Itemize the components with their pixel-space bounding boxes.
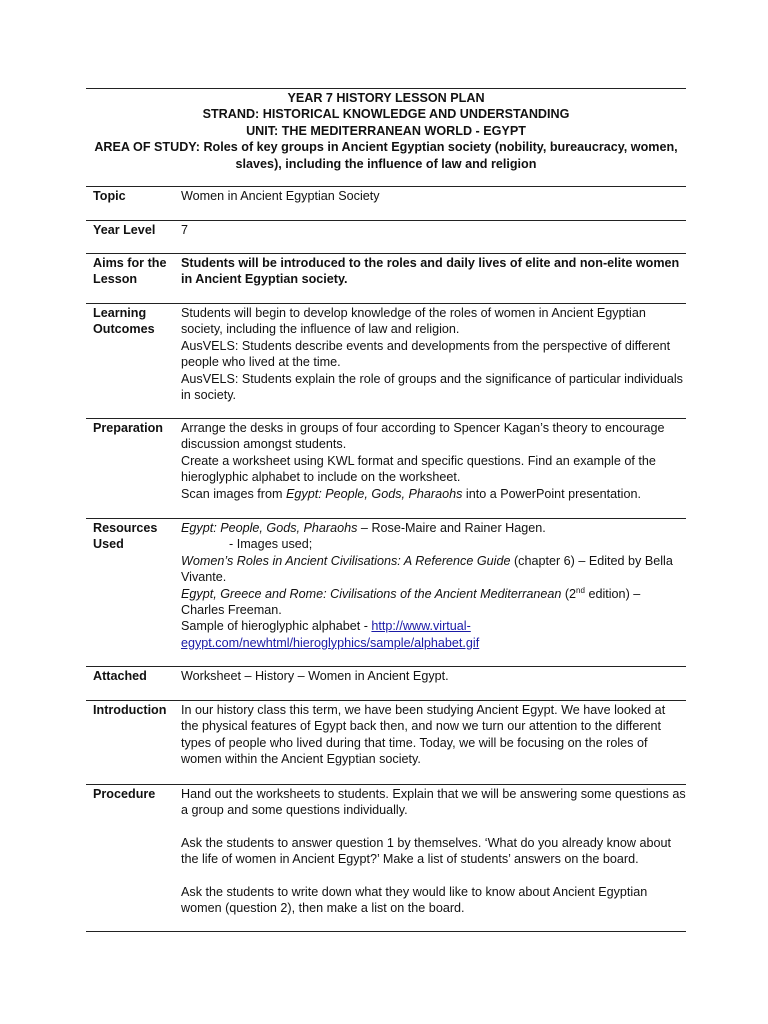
resource-item (181, 553, 686, 586)
row-label: Attached (93, 669, 147, 683)
row-label: Preparation (93, 421, 163, 435)
table-row-resources (86, 518, 686, 666)
row-label: Resources Used (93, 521, 158, 552)
table-row-year-level (86, 220, 686, 253)
procedure-paragraph: Hand out the worksheets to students. Explain that we will be answering some questions as a group and some questions individually. (181, 787, 686, 818)
book-title: Egypt: People, Gods, Pharaohs (181, 521, 358, 535)
aims-text: Students will be introduced to the roles and daily lives of elite and non-elite women in Ancient Egyptian society. (181, 256, 680, 287)
lesson-plan-header (86, 88, 686, 172)
row-label: Introduction (93, 703, 167, 717)
row-label: Year Level (93, 223, 156, 237)
hieroglyphic-alphabet-link[interactable]: http://www.virtual-egypt.com/newhtml/hieroglyphics/sample/alphabet.gif (181, 619, 480, 650)
row-content (174, 304, 686, 418)
book-title: Egypt, Greece and Rome: Civilisations of the Ancient Mediterranean (181, 586, 562, 601)
table-row-aims (86, 253, 686, 303)
book-title: Egypt: People, Gods, Pharaohs (286, 486, 463, 501)
text-run: (2 (561, 586, 577, 601)
table-row-learning-outcomes (86, 303, 686, 418)
paragraph-gap (181, 819, 686, 835)
row-label: Procedure (93, 787, 156, 801)
row-content (174, 419, 686, 518)
resource-item (181, 586, 686, 619)
outcome-paragraph: AusVELS: Students explain the role of groups and the significance of particular individuals in society. (181, 371, 683, 403)
procedure-paragraph: Ask the students to write down what they would like to know about Ancient Egyptian women (question 2), then make a list on the board. (181, 884, 648, 916)
text-run: – Rose-Maire and Rainer Hagen. (357, 521, 546, 535)
row-label: Aims for the Lesson (93, 256, 167, 287)
row-content: Worksheet – History – Women in Ancient Egypt. (181, 669, 449, 683)
paragraph-gap (181, 868, 686, 884)
table-row-topic (86, 186, 686, 220)
preparation-paragraph: Arrange the desks in groups of four according to Spencer Kagan’s theory to encourage discussion amongst students. (181, 421, 665, 452)
row-content: Women in Ancient Egyptian Society (181, 189, 380, 203)
header-title: YEAR 7 HISTORY LESSON PLAN (287, 91, 485, 105)
preparation-paragraph (181, 486, 686, 502)
text-run: Scan images from (181, 486, 286, 501)
header-strand: STRAND: HISTORICAL KNOWLEDGE AND UNDERSTANDING (202, 107, 570, 122)
text-run: edition) – Charles Freeman. (181, 586, 641, 618)
resource-item (181, 618, 686, 651)
introduction-paragraph: In our history class this term, we have been studying Ancient Egypt. We have looked at the physical features of Egypt back then, and now we turn our attention to the different types of people who lived during that time. Today, we will be focusing on the roles of women within the Ancient Egyptian society. (181, 703, 666, 767)
table-row-attached (86, 666, 686, 700)
table-row-procedure (86, 784, 686, 932)
text-run: into a PowerPoint presentation. (462, 486, 641, 501)
row-content (174, 785, 686, 931)
row-content (174, 701, 686, 784)
text-run: (chapter 6) – Edited by Bella Vivante. (181, 553, 673, 585)
outcome-paragraph: Students will begin to develop knowledge of the roles of women in Ancient Egyptian society, including the influence of law and religion. (181, 306, 646, 337)
preparation-paragraph: Create a worksheet using KWL format and specific questions. Find an example of the hieroglyphic alphabet to include on the worksheet. (181, 453, 656, 485)
row-content (174, 519, 686, 666)
table-row-preparation (86, 418, 686, 518)
header-area-of-study: AREA OF STUDY: Roles of key groups in Ancient Egyptian society (nobility, bureaucracy, women, slaves), including the influence of law and religion (94, 140, 678, 171)
resource-sub-item: - Images used; (229, 537, 313, 552)
table-row-introduction (86, 700, 686, 784)
row-content (174, 254, 686, 303)
row-content: 7 (181, 223, 189, 237)
lesson-plan-table (86, 186, 686, 932)
procedure-paragraph: Ask the students to answer question 1 by themselves. ‘What do you already know about the life of women in Ancient Egypt?’ Make a list of students’ answers on the board. (181, 835, 672, 867)
row-label: Topic (93, 189, 126, 203)
row-label: Learning Outcomes (93, 306, 155, 337)
outcome-paragraph: AusVELS: Students describe events and developments from the perspective of different people who lived at the time. (181, 338, 671, 370)
book-title: Women’s Roles in Ancient Civilisations: A Reference Guide (181, 553, 511, 568)
superscript: nd (576, 585, 585, 595)
resource-item (181, 520, 686, 536)
text-run: Sample of hieroglyphic alphabet - (181, 619, 372, 634)
header-unit: UNIT: THE MEDITERRANEAN WORLD - EGYPT (246, 123, 526, 138)
